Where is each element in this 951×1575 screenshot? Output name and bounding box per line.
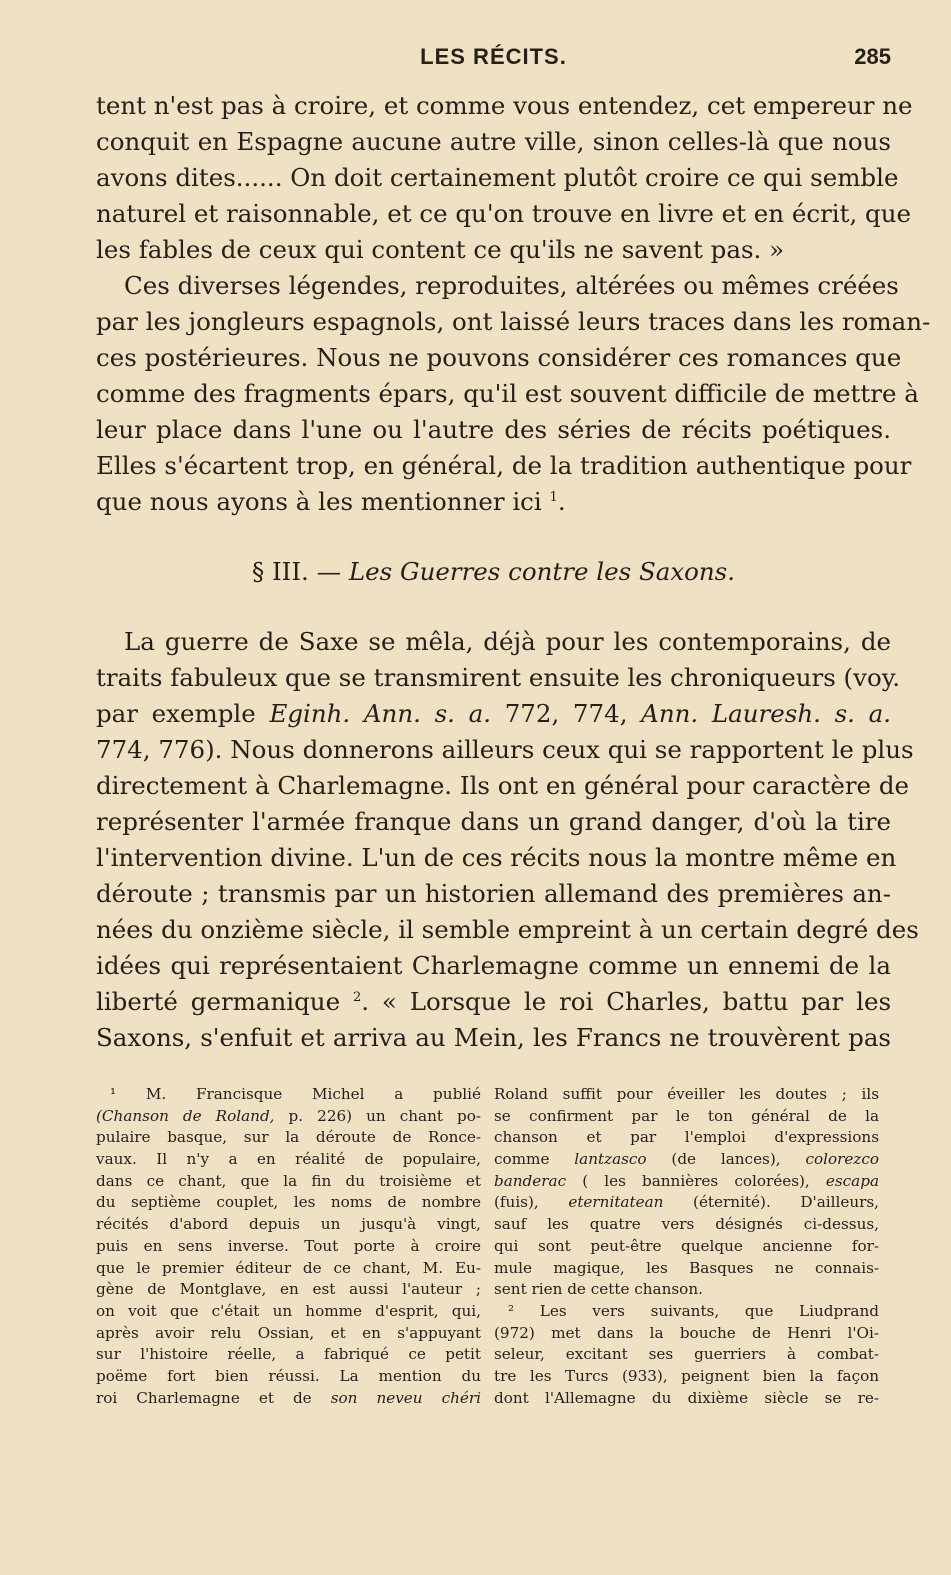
footnotes — [96, 1084, 896, 1504]
text-line: leur place dans l'une ou l'autre des séries de récits poétiques. — [96, 415, 891, 444]
text-line: 774, 776). Nous donnerons ailleurs ceux qui se rapportent le plus — [96, 735, 914, 764]
text-fragment: (de lances), — [646, 1150, 806, 1169]
page-number: 285 — [854, 44, 891, 69]
text-line: ces postérieures. Nous ne pouvons considérer ces romances que — [96, 343, 902, 372]
text-line: l'intervention divine. L'un de ces récits nous la montre même en — [96, 843, 897, 872]
footnote-line — [494, 1171, 879, 1193]
basque-word: escapa — [825, 1171, 879, 1190]
text-fragment: p. 226) un chant po- — [274, 1106, 481, 1125]
section-heading — [96, 552, 891, 592]
text-line: représenter l'armée franque dans un grand danger, d'où la tire — [96, 807, 891, 836]
footnote-line: (972) met dans la bouche de Henri l'Oi- — [494, 1323, 879, 1342]
text-line: traits fabuleux que se transmirent ensuite les chroniqueurs (voy. — [96, 663, 901, 692]
footnote-line: dont l'Allemagne du dixième siècle se re- — [494, 1388, 879, 1407]
text-line: idées qui représentaient Charlemagne comme un ennemi de la — [96, 951, 891, 980]
text-line: Elles s'écartent trop, en général, de la tradition authentique pour — [96, 451, 912, 480]
footnote-line: puis en sens inverse. Tout porte à croire — [96, 1236, 481, 1255]
main-text-top — [96, 88, 931, 520]
text-line: avons dites...... On doit certainement plutôt croire ce qui semble — [96, 163, 899, 192]
text-line: nées du onzième siècle, il semble empreint à un certain degré des — [96, 915, 919, 944]
footnote-column-right — [494, 1084, 879, 1409]
footnote-line: mule magique, les Basques ne connais- — [494, 1258, 879, 1277]
footnote-line: vaux. Il n'y a en réalité de populaire, — [96, 1150, 481, 1169]
section-number: § III. — — [251, 557, 342, 586]
running-title: LES RÉCITS. — [420, 44, 567, 69]
footnote-line: sent rien de cette chanson. — [494, 1280, 703, 1299]
text-line — [96, 484, 891, 520]
footnote-line: sur l'histoire réelle, a fabriqué ce petit — [96, 1345, 481, 1364]
footnote-line — [96, 1388, 481, 1410]
footnote-line: récités d'abord depuis un jusqu'à vingt, — [96, 1215, 481, 1234]
text-fragment: liberté germanique — [96, 987, 341, 1016]
text-line: par les jongleurs espagnols, ont laissé leurs traces dans les roman- — [96, 307, 931, 336]
footnote-line — [494, 1149, 879, 1171]
page-header — [96, 44, 891, 80]
text-line: directement à Charlemagne. Ils ont en général pour caractère de — [96, 771, 909, 800]
footnote-line: Roland suffit pour éveiller les doutes ; ils — [494, 1085, 879, 1103]
text-fragment: roi Charlemagne et de — [96, 1388, 331, 1407]
text-fragment: que nous ayons à les mentionner ici — [96, 487, 542, 516]
text-fragment: . — [557, 487, 566, 516]
footnote-line: seleur, excitant ses guerriers à combat- — [494, 1345, 879, 1364]
text-line: Ces diverses légendes, reproduites, altérées ou mêmes créées — [124, 271, 899, 300]
text-fragment: . « Lorsque le roi Charles, battu par les — [361, 987, 892, 1016]
text-line: déroute ; transmis par un historien allemand des premières an- — [96, 879, 891, 908]
footnote-line: ² Les vers suivants, que Liudprand — [508, 1301, 879, 1320]
footnote-line: après avoir relu Ossian, et en s'appuyant — [96, 1323, 481, 1342]
footnote-line — [494, 1192, 879, 1214]
footnote-line: ¹ M. Francisque Michel a publié — [110, 1085, 481, 1103]
basque-word: colorezco — [805, 1150, 879, 1169]
footnote-column-left — [96, 1084, 481, 1409]
footnote-line: dans ce chant, que la fin du troisième et — [96, 1171, 481, 1190]
citation: Eginh. Ann. s. a. — [269, 699, 492, 728]
text-line — [96, 696, 891, 732]
text-fragment: (éternité). D'ailleurs, — [663, 1193, 879, 1212]
footnote-line: se confirment par le ton général de la — [494, 1106, 879, 1125]
basque-word: eternitatean — [568, 1193, 664, 1212]
text-fragment: ( les bannières colorées), — [566, 1171, 826, 1190]
footnote-line: chanson et par l'emploi d'expressions — [494, 1128, 879, 1147]
section-title: Les Guerres contre les Saxons. — [348, 557, 736, 586]
footnote-line: tre les Turcs (933), peignent bien la façon — [494, 1366, 879, 1385]
citation: (Chanson de Roland, — [96, 1106, 275, 1125]
text-line — [96, 984, 891, 1020]
footnote-ref: 1 — [549, 489, 558, 505]
footnote-line — [96, 1106, 481, 1128]
italic-text: son neveu chéri — [330, 1388, 481, 1407]
text-fragment: par exemple — [96, 699, 256, 728]
footnote-line: gène de Montglave, en est aussi l'auteur ; — [96, 1280, 481, 1299]
basque-word: banderac — [494, 1171, 567, 1190]
footnote-line: qui sont peut-être quelque ancienne for- — [494, 1236, 879, 1255]
footnote-line: poëme fort bien réussi. La mention du — [96, 1366, 481, 1385]
text-line: comme des fragments épars, qu'il est souvent difficile de mettre à — [96, 379, 919, 408]
text-line: conquit en Espagne aucune autre ville, sinon celles-là que nous — [96, 127, 891, 156]
citation: Ann. Lauresh. s. a. — [641, 699, 891, 728]
footnote-line: que le premier éditeur de ce chant, M. Eu- — [96, 1258, 481, 1277]
text-fragment: 772, 774, — [504, 699, 628, 728]
footnote-line: pulaire basque, sur la déroute de Ronce- — [96, 1128, 481, 1147]
text-line: tent n'est pas à croire, et comme vous entendez, cet empereur ne — [96, 91, 913, 120]
text-line: les fables de ceux qui content ce qu'ils ne savent pas. » — [96, 235, 785, 264]
text-fragment: (fuis), — [494, 1193, 569, 1212]
main-text-bottom — [96, 624, 919, 1056]
text-line: La guerre de Saxe se mêla, déjà pour les contemporains, de — [124, 627, 891, 656]
basque-word: lantzasco — [574, 1150, 647, 1169]
footnote-line: sauf les quatre vers désignés ci-dessus, — [494, 1215, 879, 1234]
footnote-line: du septième couplet, les noms de nombre — [96, 1193, 481, 1212]
footnote-line: on voit que c'était un homme d'esprit, qui, — [96, 1301, 481, 1320]
footnote-ref: 2 — [352, 989, 362, 1005]
text-line: Saxons, s'enfuit et arriva au Mein, les Francs ne trouvèrent pas — [96, 1023, 891, 1052]
text-fragment: comme — [494, 1150, 575, 1169]
text-line: naturel et raisonnable, et ce qu'on trouve en livre et en écrit, que — [96, 199, 912, 228]
